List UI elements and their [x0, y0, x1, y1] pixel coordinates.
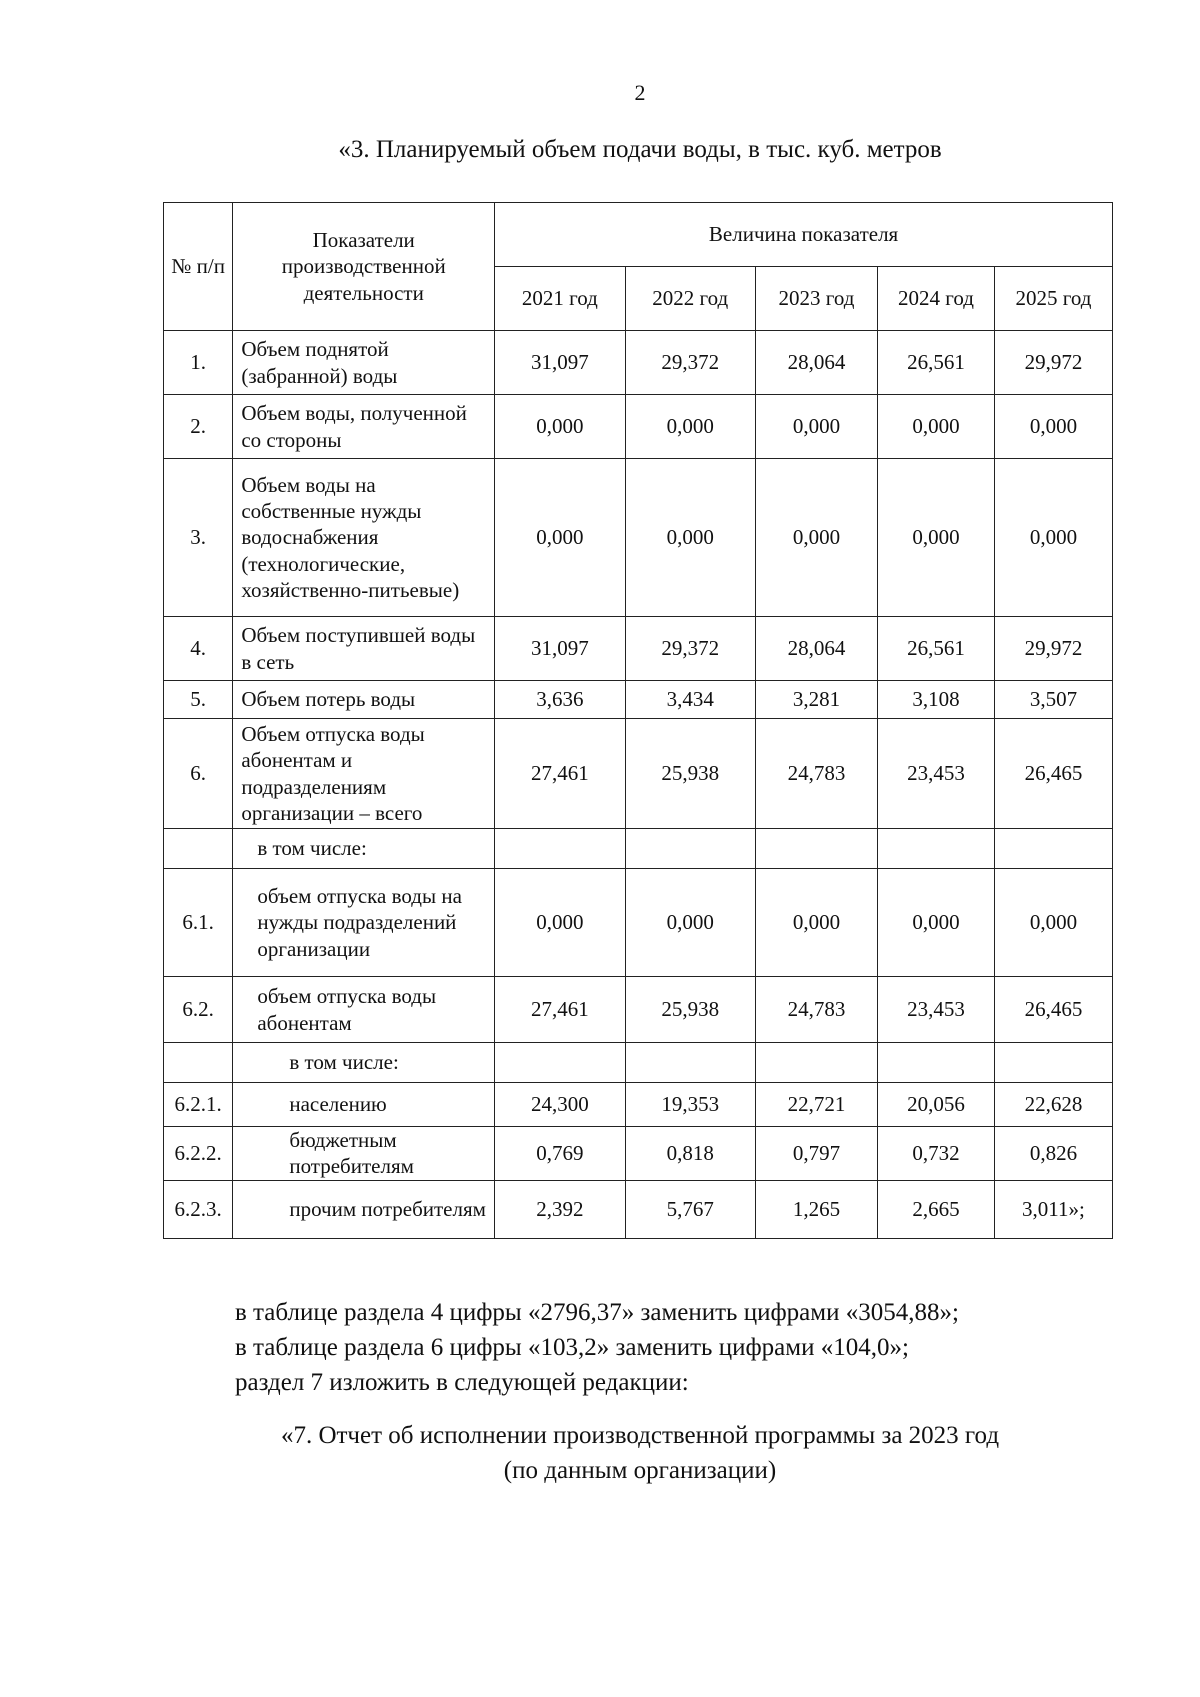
row-value: 22,721	[755, 1083, 877, 1127]
row-value: 24,783	[755, 977, 877, 1043]
row-value: 0,000	[994, 869, 1112, 977]
row-value: 31,097	[495, 617, 625, 681]
header-num: № п/п	[164, 203, 233, 331]
row-value	[495, 829, 625, 869]
next-section-title-line: «7. Отчет об исполнении производственной программы за 2023 год	[280, 1422, 1000, 1449]
row-value	[994, 1043, 1112, 1083]
row-value: 2,392	[495, 1180, 625, 1238]
row-value	[878, 1043, 995, 1083]
row-value: 0,000	[755, 459, 877, 617]
row-value: 0,000	[755, 869, 877, 977]
row-value: 3,281	[755, 681, 877, 719]
header-value-group: Величина показателя	[495, 203, 1113, 267]
row-number: 4.	[164, 617, 233, 681]
row-value: 1,265	[755, 1180, 877, 1238]
row-value: 0,000	[755, 395, 877, 459]
header-indicator: Показатели производственной деятельности	[233, 203, 495, 331]
row-value: 29,972	[994, 331, 1112, 395]
row-value	[994, 829, 1112, 869]
row-number	[164, 829, 233, 869]
row-label: Объем потерь воды	[233, 681, 495, 719]
row-value: 28,064	[755, 617, 877, 681]
row-number	[164, 1043, 233, 1083]
next-section-title-line: (по данным организации)	[503, 1457, 777, 1484]
row-label: Объем поступившей воды в сеть	[233, 617, 495, 681]
water-supply-table	[163, 202, 1113, 1239]
table-row	[164, 1180, 1113, 1238]
row-value	[625, 1043, 755, 1083]
row-value: 2,665	[878, 1180, 995, 1238]
row-number: 3.	[164, 459, 233, 617]
note-line: раздел 7 изложить в следующей редакции:	[235, 1369, 689, 1396]
row-number: 6.2.	[164, 977, 233, 1043]
row-value: 31,097	[495, 331, 625, 395]
row-value: 3,011»;	[994, 1180, 1112, 1238]
row-value: 26,561	[878, 617, 995, 681]
row-number: 6.2.1.	[164, 1083, 233, 1127]
table-row	[164, 395, 1113, 459]
row-value: 26,465	[994, 977, 1112, 1043]
row-value: 0,732	[878, 1127, 995, 1181]
row-number: 6.	[164, 719, 233, 829]
note-line: в таблице раздела 4 цифры «2796,37» заменить цифрами «3054,88»;	[235, 1299, 959, 1326]
row-label: Объем поднятой (забранной) воды	[233, 331, 495, 395]
row-value: 29,372	[625, 331, 755, 395]
row-value: 26,465	[994, 719, 1112, 829]
table-row	[164, 1127, 1113, 1181]
row-number: 1.	[164, 331, 233, 395]
row-label: Объем отпуска воды абонентам и подразделениям организации – всего	[233, 719, 495, 829]
header-year: 2021 год	[495, 267, 625, 331]
row-value: 27,461	[495, 719, 625, 829]
row-value: 0,000	[495, 459, 625, 617]
row-label: в том числе:	[233, 1043, 495, 1083]
next-section-title	[0, 1418, 1200, 1488]
row-value: 0,797	[755, 1127, 877, 1181]
header-year: 2022 год	[625, 267, 755, 331]
row-value: 27,461	[495, 977, 625, 1043]
table-row	[164, 719, 1113, 829]
table-row	[164, 829, 1113, 869]
row-value: 25,938	[625, 977, 755, 1043]
row-value: 0,000	[878, 459, 995, 617]
row-number: 6.2.3.	[164, 1180, 233, 1238]
row-value: 26,561	[878, 331, 995, 395]
table-row	[164, 1043, 1113, 1083]
row-value: 3,507	[994, 681, 1112, 719]
row-value: 0,818	[625, 1127, 755, 1181]
table-row	[164, 331, 1113, 395]
row-number: 6.1.	[164, 869, 233, 977]
row-value: 0,000	[625, 459, 755, 617]
row-value: 0,000	[495, 869, 625, 977]
row-value: 22,628	[994, 1083, 1112, 1127]
table-row	[164, 869, 1113, 977]
table-row	[164, 1083, 1113, 1127]
row-value: 25,938	[625, 719, 755, 829]
table-row	[164, 617, 1113, 681]
row-value: 3,636	[495, 681, 625, 719]
row-value: 24,783	[755, 719, 877, 829]
row-value	[878, 829, 995, 869]
row-value	[755, 1043, 877, 1083]
table-row	[164, 459, 1113, 617]
header-year: 2025 год	[994, 267, 1112, 331]
row-label: объем отпуска воды на нужды подразделений организации	[233, 869, 495, 977]
row-value	[495, 1043, 625, 1083]
row-value: 23,453	[878, 977, 995, 1043]
row-value: 5,767	[625, 1180, 755, 1238]
row-value: 29,972	[994, 617, 1112, 681]
row-label: в том числе:	[233, 829, 495, 869]
row-value: 3,434	[625, 681, 755, 719]
header-year: 2024 год	[878, 267, 995, 331]
row-value: 0,000	[495, 395, 625, 459]
row-label: объем отпуска воды абонентам	[233, 977, 495, 1043]
row-value: 20,056	[878, 1083, 995, 1127]
row-value: 29,372	[625, 617, 755, 681]
row-label: Объем воды, полученной со стороны	[233, 395, 495, 459]
row-value: 3,108	[878, 681, 995, 719]
row-value	[625, 829, 755, 869]
row-value: 0,000	[994, 459, 1112, 617]
row-label: бюджетным потребителям	[233, 1127, 495, 1181]
row-label: Объем воды на собственные нужды водоснабжения (технологические, хозяйственно-питьевые)	[233, 459, 495, 617]
row-number: 5.	[164, 681, 233, 719]
row-value: 24,300	[495, 1083, 625, 1127]
row-value: 23,453	[878, 719, 995, 829]
amendment-notes	[235, 1295, 1135, 1400]
header-year: 2023 год	[755, 267, 877, 331]
row-value: 0,000	[625, 395, 755, 459]
row-value: 0,826	[994, 1127, 1112, 1181]
row-value: 0,000	[625, 869, 755, 977]
row-value: 0,000	[994, 395, 1112, 459]
row-label: прочим потребителям	[233, 1180, 495, 1238]
row-value: 0,000	[878, 869, 995, 977]
row-value: 0,000	[878, 395, 995, 459]
table-row	[164, 681, 1113, 719]
row-number: 2.	[164, 395, 233, 459]
row-value	[755, 829, 877, 869]
section-title: «3. Планируемый объем подачи воды, в тыс. куб. метров	[338, 136, 942, 163]
row-label: населению	[233, 1083, 495, 1127]
table-row	[164, 977, 1113, 1043]
row-value: 0,769	[495, 1127, 625, 1181]
page-number: 2	[634, 80, 646, 105]
row-number: 6.2.2.	[164, 1127, 233, 1181]
row-value: 19,353	[625, 1083, 755, 1127]
row-value: 28,064	[755, 331, 877, 395]
note-line: в таблице раздела 6 цифры «103,2» заменить цифрами «104,0»;	[235, 1334, 909, 1361]
